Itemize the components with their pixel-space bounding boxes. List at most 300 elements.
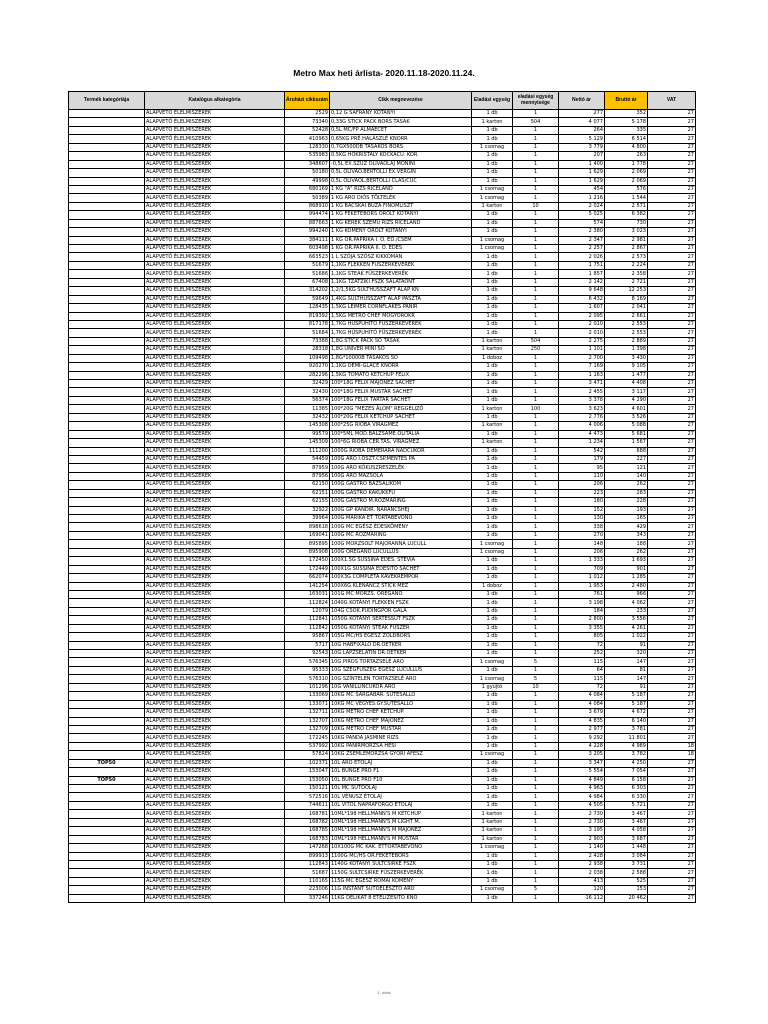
cell-net-price: 1 607 bbox=[559, 304, 605, 312]
cell-sku: 895908 bbox=[285, 548, 330, 556]
cell-description: -0,5L EX.SZŰZ OLÍVAOLAJ MONINI bbox=[330, 160, 472, 168]
cell-gross-price: 1 693 bbox=[605, 557, 648, 565]
cell-subcategory: ALAPVETŐ ÉLELMISZEREK bbox=[145, 337, 285, 345]
cell-subcategory: ALAPVETŐ ÉLELMISZEREK bbox=[145, 801, 285, 809]
cell-gross-price: 121 bbox=[605, 464, 648, 472]
cell-subcategory: ALAPVETŐ ÉLELMISZEREK bbox=[145, 725, 285, 733]
cell-subcategory: ALAPVETŐ ÉLELMISZEREK bbox=[145, 590, 285, 598]
cell-unit-quantity: 1 bbox=[513, 641, 559, 649]
table-row bbox=[69, 616, 696, 624]
cell-gross-price: 2 041 bbox=[605, 304, 648, 312]
table-row bbox=[69, 776, 696, 784]
cell-description: 1,1KG TZATZIKI FSZK SALÁTAÖNT bbox=[330, 278, 472, 286]
cell-gross-price: 3 430 bbox=[605, 354, 648, 362]
cell-unit-quantity: 1 bbox=[513, 396, 559, 404]
cell-gross-price: 6 514 bbox=[605, 135, 648, 143]
cell-sales-unit: 1 db bbox=[472, 152, 513, 160]
cell-net-price: 454 bbox=[559, 185, 605, 193]
cell-vat: 27 bbox=[648, 447, 696, 455]
cell-gross-price: 2 889 bbox=[605, 337, 648, 345]
cell-gross-price: 2 867 bbox=[605, 245, 648, 253]
table-row bbox=[69, 363, 696, 371]
cell-category bbox=[69, 346, 145, 354]
cell-description: 100*25G RIOBA VIRÁGMÉZ bbox=[330, 422, 472, 430]
cell-unit-quantity: 1 bbox=[513, 768, 559, 776]
cell-vat: 27 bbox=[648, 380, 696, 388]
cell-gross-price: 228 bbox=[605, 498, 648, 506]
cell-description: 10L BUNGE PRO F10 bbox=[330, 776, 472, 784]
cell-unit-quantity: 1 bbox=[513, 295, 559, 303]
cell-subcategory: ALAPVETŐ ÉLELMISZEREK bbox=[145, 481, 285, 489]
cell-net-price: 2 776 bbox=[559, 413, 605, 421]
cell-sales-unit: 1 db bbox=[472, 531, 513, 539]
cell-sales-unit: 1 karton bbox=[472, 405, 513, 413]
cell-vat: 27 bbox=[648, 236, 696, 244]
cell-category bbox=[69, 169, 145, 177]
cell-vat: 27 bbox=[648, 793, 696, 801]
cell-vat: 27 bbox=[648, 582, 696, 590]
cell-unit-quantity: 1 bbox=[513, 194, 559, 202]
cell-subcategory: ALAPVETŐ ÉLELMISZEREK bbox=[145, 118, 285, 126]
cell-net-price: 2 010 bbox=[559, 329, 605, 337]
cell-sku: 67408 bbox=[285, 278, 330, 286]
cell-unit-quantity: 1 bbox=[513, 624, 559, 632]
cell-net-price: 16 112 bbox=[559, 894, 605, 902]
cell-category bbox=[69, 236, 145, 244]
cell-net-price: 120 bbox=[559, 886, 605, 894]
cell-vat: 27 bbox=[648, 877, 696, 885]
cell-description: 1,5KG METRO CHEF MOGYORÓKR bbox=[330, 312, 472, 320]
cell-net-price: 2 275 bbox=[559, 337, 605, 345]
cell-gross-price: 1 567 bbox=[605, 439, 648, 447]
cell-description: 100X1.5G SUSSINA ÉDES. STEVIA bbox=[330, 557, 472, 565]
cell-sales-unit: 1 karton bbox=[472, 827, 513, 835]
table-row bbox=[69, 169, 696, 177]
cell-sku: 172245 bbox=[285, 734, 330, 742]
cell-sku: 662074 bbox=[285, 574, 330, 582]
cell-sku: 663523 bbox=[285, 253, 330, 261]
cell-unit-quantity: 1 bbox=[513, 548, 559, 556]
cell-description: 10G SZEGFŰSZEG EGÉSZ LUCULLUS bbox=[330, 666, 472, 674]
cell-sales-unit: 1 db bbox=[472, 633, 513, 641]
cell-gross-price: 2 358 bbox=[605, 270, 648, 278]
cell-description: 1 KG ŐR.PAPRIKA II. O. ÉDES bbox=[330, 245, 472, 253]
cell-unit-quantity: 1 bbox=[513, 270, 559, 278]
cell-sales-unit: 1 db bbox=[472, 869, 513, 877]
table-row bbox=[69, 759, 696, 767]
cell-category bbox=[69, 523, 145, 531]
cell-net-price: 277 bbox=[559, 110, 605, 118]
cell-subcategory: ALAPVETŐ ÉLELMISZEREK bbox=[145, 793, 285, 801]
cell-vat: 18 bbox=[648, 742, 696, 750]
table-row bbox=[69, 211, 696, 219]
cell-net-price: 5 129 bbox=[559, 135, 605, 143]
table-row bbox=[69, 877, 696, 885]
cell-category bbox=[69, 278, 145, 286]
cell-description: 10KG METRO CHEF MAJONÉZ bbox=[330, 717, 472, 725]
cell-sku: 163031 bbox=[285, 590, 330, 598]
cell-gross-price: 6 158 bbox=[605, 776, 648, 784]
cell-vat: 27 bbox=[648, 666, 696, 674]
cell-net-price: 2 038 bbox=[559, 869, 605, 877]
cell-unit-quantity: 1 bbox=[513, 498, 559, 506]
cell-sku: 62151 bbox=[285, 489, 330, 497]
cell-category bbox=[69, 413, 145, 421]
cell-subcategory: ALAPVETŐ ÉLELMISZEREK bbox=[145, 236, 285, 244]
cell-sku: 128435 bbox=[285, 304, 330, 312]
table-row bbox=[69, 245, 696, 253]
cell-vat: 27 bbox=[648, 860, 696, 868]
cell-sales-unit: 1 db bbox=[472, 135, 513, 143]
table-row bbox=[69, 852, 696, 860]
cell-gross-price: 2 553 bbox=[605, 329, 648, 337]
cell-subcategory: ALAPVETŐ ÉLELMISZEREK bbox=[145, 202, 285, 210]
cell-category bbox=[69, 894, 145, 902]
cell-sku: 99579 bbox=[285, 430, 330, 438]
cell-description: 1 KG ARO DIÓS TÖLTELÉK bbox=[330, 194, 472, 202]
cell-category bbox=[69, 768, 145, 776]
cell-category bbox=[69, 785, 145, 793]
cell-description: 1,8G STICK PACK SÓ TASAK bbox=[330, 337, 472, 345]
cell-sku: 50389 bbox=[285, 194, 330, 202]
cell-sku: 112824 bbox=[285, 599, 330, 607]
cell-net-price: 184 bbox=[559, 607, 605, 615]
cell-gross-price: 6 303 bbox=[605, 785, 648, 793]
cell-subcategory: ALAPVETŐ ÉLELMISZEREK bbox=[145, 683, 285, 691]
table-row bbox=[69, 793, 696, 801]
cell-net-price: 1 234 bbox=[559, 439, 605, 447]
page-title: Metro Max heti árlista- 2020.11.18-2020.11.24. bbox=[293, 68, 475, 78]
cell-subcategory: ALAPVETŐ ÉLELMISZEREK bbox=[145, 472, 285, 480]
cell-sales-unit: 1 db bbox=[472, 801, 513, 809]
cell-unit-quantity: 1 bbox=[513, 177, 559, 185]
cell-vat: 27 bbox=[648, 852, 696, 860]
cell-gross-price: 153 bbox=[605, 886, 648, 894]
cell-net-price: 115 bbox=[559, 675, 605, 683]
cell-sku: 50180 bbox=[285, 169, 330, 177]
cell-gross-price: 320 bbox=[605, 650, 648, 658]
cell-net-price: 2 347 bbox=[559, 236, 605, 244]
cell-description: 100X3G COMPLETA KÁVÉKRÉMPOR bbox=[330, 574, 472, 582]
cell-net-price: 3 623 bbox=[559, 405, 605, 413]
cell-gross-price: 262 bbox=[605, 481, 648, 489]
cell-sales-unit: 1 csomag bbox=[472, 540, 513, 548]
cell-vat: 27 bbox=[648, 439, 696, 447]
cell-sales-unit: 1 karton bbox=[472, 835, 513, 843]
table-row bbox=[69, 270, 696, 278]
table-row bbox=[69, 346, 696, 354]
cell-net-price: 1 101 bbox=[559, 346, 605, 354]
cell-unit-quantity: 1 bbox=[513, 228, 559, 236]
cell-subcategory: ALAPVETŐ ÉLELMISZEREK bbox=[145, 894, 285, 902]
cell-description: 10KG METRO CHEF KETCHUP bbox=[330, 709, 472, 717]
cell-unit-quantity: 1 bbox=[513, 329, 559, 337]
cell-description: 1050G KOTÁNYI STEAK FŰSZER bbox=[330, 624, 472, 632]
cell-unit-quantity: 1 bbox=[513, 785, 559, 793]
cell-category bbox=[69, 852, 145, 860]
cell-sales-unit: 1 karton bbox=[472, 810, 513, 818]
table-row bbox=[69, 278, 696, 286]
table-row bbox=[69, 641, 696, 649]
cell-category bbox=[69, 498, 145, 506]
cell-sales-unit: 1 db bbox=[472, 329, 513, 337]
table-row bbox=[69, 886, 696, 894]
cell-sales-unit: 1 db bbox=[472, 709, 513, 717]
cell-sales-unit: 1 db bbox=[472, 624, 513, 632]
cell-category bbox=[69, 388, 145, 396]
cell-sku: 73340 bbox=[285, 118, 330, 126]
cell-unit-quantity: 1 bbox=[513, 700, 559, 708]
table-row bbox=[69, 295, 696, 303]
cell-sales-unit: 1 db bbox=[472, 126, 513, 134]
cell-net-price: 4 984 bbox=[559, 793, 605, 801]
cell-vat: 27 bbox=[648, 110, 696, 118]
cell-description: 100*20G "MÉZES ÁLOM" REGGELIZŐ bbox=[330, 405, 472, 413]
cell-category: TOP50 bbox=[69, 759, 145, 767]
cell-subcategory: ALAPVETŐ ÉLELMISZEREK bbox=[145, 177, 285, 185]
cell-vat: 27 bbox=[648, 143, 696, 151]
cell-subcategory: ALAPVETŐ ÉLELMISZEREK bbox=[145, 835, 285, 843]
cell-net-price: 3 779 bbox=[559, 143, 605, 151]
table-row bbox=[69, 894, 696, 902]
cell-category bbox=[69, 211, 145, 219]
cell-unit-quantity: 1 bbox=[513, 523, 559, 531]
cell-gross-price: 4 250 bbox=[605, 759, 648, 767]
cell-gross-price: 1 544 bbox=[605, 194, 648, 202]
cell-sales-unit: 1 db bbox=[472, 295, 513, 303]
cell-unit-quantity: 1 bbox=[513, 877, 559, 885]
cell-net-price: 709 bbox=[559, 565, 605, 573]
cell-sku: 39964 bbox=[285, 515, 330, 523]
cell-sku: 109498 bbox=[285, 354, 330, 362]
cell-gross-price: 2 661 bbox=[605, 312, 648, 320]
cell-gross-price: 81 bbox=[605, 666, 648, 674]
cell-sku: 132711 bbox=[285, 709, 330, 717]
cell-vat: 27 bbox=[648, 683, 696, 691]
cell-category bbox=[69, 481, 145, 489]
cell-category bbox=[69, 329, 145, 337]
cell-description: 1 KG KÖMÉNY ŐRÖLT KOTÁNYI bbox=[330, 228, 472, 236]
cell-vat: 27 bbox=[648, 202, 696, 210]
table-row bbox=[69, 692, 696, 700]
header-sales-unit: Eladási egység bbox=[472, 92, 513, 110]
cell-vat: 27 bbox=[648, 607, 696, 615]
cell-gross-price: 1 022 bbox=[605, 633, 648, 641]
cell-description: 1 KG KEREK SZEMŰ RIZS RICELAND bbox=[330, 219, 472, 227]
cell-net-price: 2 903 bbox=[559, 835, 605, 843]
cell-net-price: 805 bbox=[559, 633, 605, 641]
cell-subcategory: ALAPVETŐ ÉLELMISZEREK bbox=[145, 430, 285, 438]
cell-net-price: 206 bbox=[559, 481, 605, 489]
cell-category bbox=[69, 354, 145, 362]
cell-net-price: 7 169 bbox=[559, 363, 605, 371]
cell-vat: 27 bbox=[648, 219, 696, 227]
cell-subcategory: ALAPVETŐ ÉLELMISZEREK bbox=[145, 455, 285, 463]
cell-vat: 27 bbox=[648, 565, 696, 573]
cell-unit-quantity: 1 bbox=[513, 557, 559, 565]
table-row bbox=[69, 430, 696, 438]
cell-gross-price: 2 069 bbox=[605, 177, 648, 185]
table-row bbox=[69, 725, 696, 733]
cell-unit-quantity: 1 bbox=[513, 481, 559, 489]
cell-description: 1,4KG SULTHÜSSZAFT ALAP PASZTA bbox=[330, 295, 472, 303]
cell-net-price: 1 163 bbox=[559, 371, 605, 379]
cell-sku: 819392 bbox=[285, 312, 330, 320]
cell-sku: 169041 bbox=[285, 531, 330, 539]
cell-vat: 27 bbox=[648, 768, 696, 776]
cell-gross-price: 4 408 bbox=[605, 380, 648, 388]
table-row bbox=[69, 143, 696, 151]
cell-gross-price: 1 448 bbox=[605, 844, 648, 852]
cell-sales-unit: 1 db bbox=[472, 253, 513, 261]
cell-sales-unit: 1 db bbox=[472, 565, 513, 573]
cell-unit-quantity: 1 bbox=[513, 447, 559, 455]
cell-sales-unit: 1 csomag bbox=[472, 751, 513, 759]
cell-category bbox=[69, 464, 145, 472]
table-row bbox=[69, 194, 696, 202]
cell-category bbox=[69, 363, 145, 371]
cell-vat: 27 bbox=[648, 886, 696, 894]
cell-net-price: 4 228 bbox=[559, 742, 605, 750]
cell-vat: 27 bbox=[648, 253, 696, 261]
cell-description: 100X1G SUSSINA ÉDESÍTŐ SACHET bbox=[330, 565, 472, 573]
cell-description: 100G GASTRO KAKUKKFŰ bbox=[330, 489, 472, 497]
cell-sales-unit: 1 csomag bbox=[472, 245, 513, 253]
cell-sku: 603498 bbox=[285, 245, 330, 253]
cell-net-price: 1 629 bbox=[559, 169, 605, 177]
table-row bbox=[69, 650, 696, 658]
cell-subcategory: ALAPVETŐ ÉLELMISZEREK bbox=[145, 245, 285, 253]
cell-sales-unit: 1 db bbox=[472, 261, 513, 269]
cell-description: 105G MC/HS EGÉSZ ZOLDBORS bbox=[330, 633, 472, 641]
cell-gross-price: 2 069 bbox=[605, 169, 648, 177]
cell-gross-price: 140 bbox=[605, 472, 648, 480]
cell-vat: 27 bbox=[648, 641, 696, 649]
cell-vat: 27 bbox=[648, 304, 696, 312]
cell-unit-quantity: 1 bbox=[513, 818, 559, 826]
cell-gross-price: 147 bbox=[605, 658, 648, 666]
cell-sku: 128330 bbox=[285, 143, 330, 151]
table-row bbox=[69, 329, 696, 337]
cell-unit-quantity: 1 bbox=[513, 304, 559, 312]
cell-subcategory: ALAPVETŐ ÉLELMISZEREK bbox=[145, 785, 285, 793]
cell-vat: 27 bbox=[648, 194, 696, 202]
cell-sku: 168783 bbox=[285, 835, 330, 843]
cell-subcategory: ALAPVETŐ ÉLELMISZEREK bbox=[145, 413, 285, 421]
cell-sku: 282296 bbox=[285, 371, 330, 379]
table-row bbox=[69, 219, 696, 227]
cell-gross-price: 91 bbox=[605, 641, 648, 649]
cell-description: 100G GASTRO BAZSALIKOM bbox=[330, 481, 472, 489]
cell-net-price: 115 bbox=[559, 658, 605, 666]
cell-gross-price: 4 672 bbox=[605, 709, 648, 717]
cell-unit-quantity: 1 bbox=[513, 380, 559, 388]
cell-description: 1 KG "A" RIZS RICELAND bbox=[330, 185, 472, 193]
cell-sku: 994240 bbox=[285, 228, 330, 236]
cell-sku: 51686 bbox=[285, 270, 330, 278]
cell-sku: 153050 bbox=[285, 776, 330, 784]
cell-unit-quantity: 1 bbox=[513, 844, 559, 852]
cell-vat: 27 bbox=[648, 388, 696, 396]
table-row bbox=[69, 498, 696, 506]
cell-sales-unit: 1 db bbox=[472, 211, 513, 219]
cell-category bbox=[69, 202, 145, 210]
cell-vat: 27 bbox=[648, 489, 696, 497]
cell-net-price: 2 380 bbox=[559, 228, 605, 236]
table-row bbox=[69, 742, 696, 750]
cell-sales-unit: 1 db bbox=[472, 607, 513, 615]
cell-gross-price: 11 801 bbox=[605, 734, 648, 742]
cell-unit-quantity: 504 bbox=[513, 337, 559, 345]
header-description: Cikk megnevezése bbox=[330, 92, 472, 110]
cell-category bbox=[69, 844, 145, 852]
cell-net-price: 3 347 bbox=[559, 759, 605, 767]
cell-net-price: 95 bbox=[559, 464, 605, 472]
cell-description: 1,8G*10000B TASAKOS SÓ bbox=[330, 354, 472, 362]
table-row bbox=[69, 734, 696, 742]
cell-gross-price: 193 bbox=[605, 506, 648, 514]
cell-net-price: 4 077 bbox=[559, 118, 605, 126]
cell-sales-unit: 1 db bbox=[472, 734, 513, 742]
cell-category bbox=[69, 599, 145, 607]
cell-subcategory: ALAPVETŐ ÉLELMISZEREK bbox=[145, 295, 285, 303]
table-row bbox=[69, 380, 696, 388]
table-row bbox=[69, 455, 696, 463]
cell-category bbox=[69, 185, 145, 193]
cell-sales-unit: 1 db bbox=[472, 877, 513, 885]
table-row bbox=[69, 228, 696, 236]
cell-gross-price: 5 681 bbox=[605, 430, 648, 438]
cell-vat: 27 bbox=[648, 160, 696, 168]
cell-sku: 348607 bbox=[285, 160, 330, 168]
cell-sku: 168785 bbox=[285, 827, 330, 835]
cell-gross-price: 2 224 bbox=[605, 261, 648, 269]
cell-gross-price: 3 526 bbox=[605, 413, 648, 421]
cell-sku: 150121 bbox=[285, 785, 330, 793]
cell-unit-quantity: 1 bbox=[513, 717, 559, 725]
cell-net-price: 130 bbox=[559, 515, 605, 523]
cell-vat: 27 bbox=[648, 211, 696, 219]
table-row bbox=[69, 818, 696, 826]
cell-subcategory: ALAPVETŐ ÉLELMISZEREK bbox=[145, 439, 285, 447]
price-list-table bbox=[68, 91, 696, 903]
cell-description: 1 KG BÁCSKAI BÚZA FINOMLISZT bbox=[330, 202, 472, 210]
cell-category bbox=[69, 531, 145, 539]
cell-description: 1 KG FEKETEBORS ŐRÖLT KOTÁNYI bbox=[330, 211, 472, 219]
cell-category bbox=[69, 270, 145, 278]
cell-subcategory: ALAPVETŐ ÉLELMISZEREK bbox=[145, 675, 285, 683]
cell-subcategory: ALAPVETŐ ÉLELMISZEREK bbox=[145, 169, 285, 177]
cell-net-price: 1 751 bbox=[559, 261, 605, 269]
header-net-price: Nettó ár bbox=[559, 92, 605, 110]
cell-description: 0,5KG HÓKRISTÁLY KOCKACU. KOR. bbox=[330, 152, 472, 160]
table-row bbox=[69, 447, 696, 455]
cell-sales-unit: 1 db bbox=[472, 498, 513, 506]
cell-vat: 27 bbox=[648, 515, 696, 523]
cell-unit-quantity: 1 bbox=[513, 185, 559, 193]
cell-sales-unit: 1 db bbox=[472, 481, 513, 489]
cell-description: 0,5L OLÍVAO.BERTOLLI EX.VERGIN bbox=[330, 169, 472, 177]
cell-sales-unit: 1 karton bbox=[472, 118, 513, 126]
cell-net-price: 1 140 bbox=[559, 844, 605, 852]
cell-sku: 95867 bbox=[285, 633, 330, 641]
cell-gross-price: 4 601 bbox=[605, 405, 648, 413]
cell-gross-price: 3 467 bbox=[605, 818, 648, 826]
cell-subcategory: ALAPVETŐ ÉLELMISZEREK bbox=[145, 624, 285, 632]
cell-description: 101G MC MORZS. OREGÁNÓ bbox=[330, 590, 472, 598]
cell-sku: 132707 bbox=[285, 717, 330, 725]
cell-gross-price: 263 bbox=[605, 152, 648, 160]
